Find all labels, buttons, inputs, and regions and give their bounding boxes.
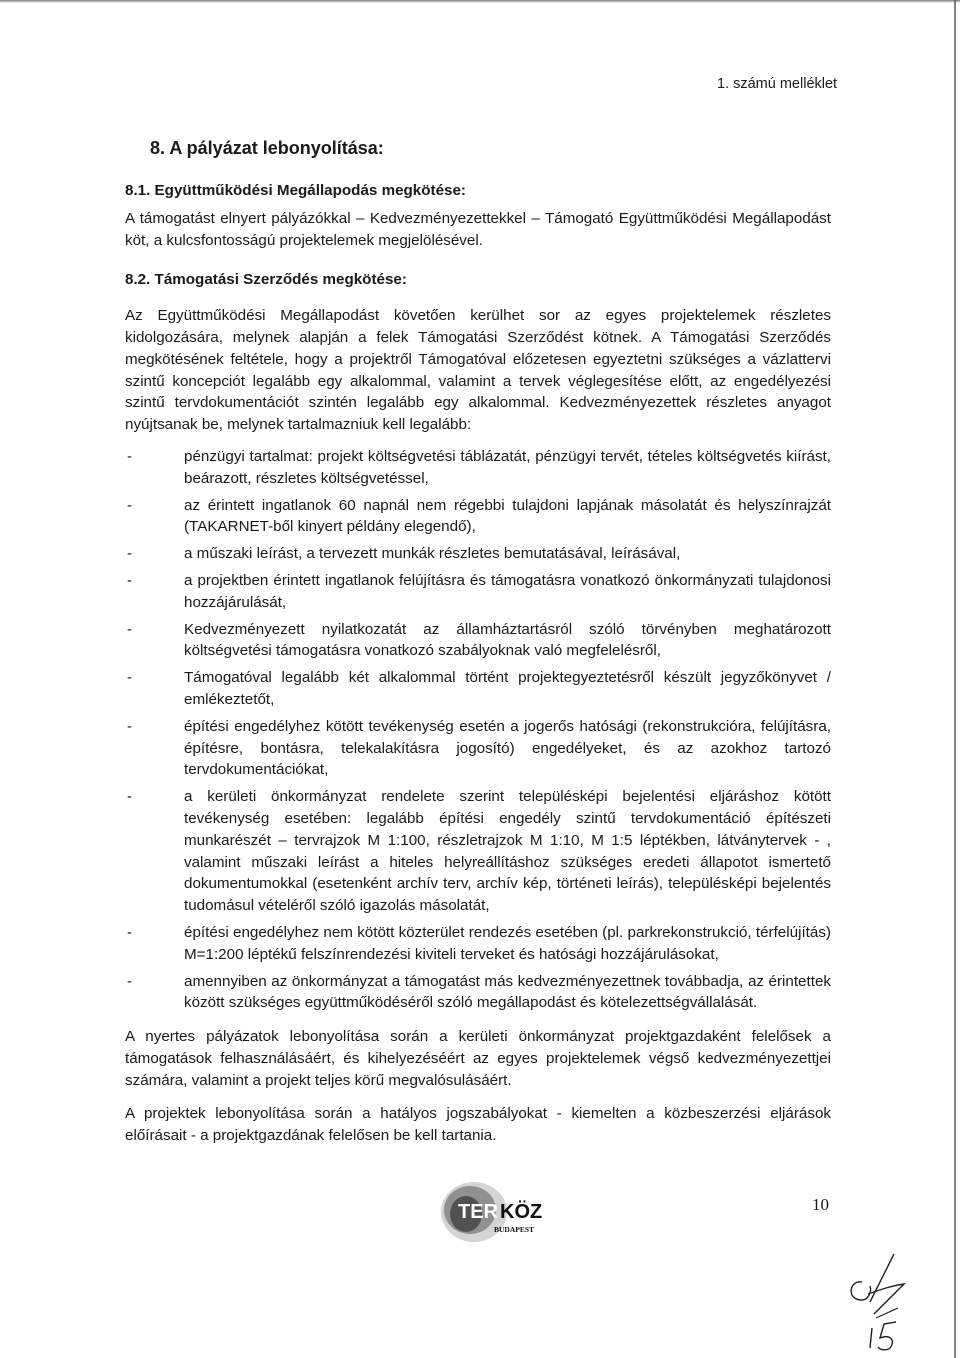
list-item-text: a projektben érintett ingatlanok felújításra és támogatásra vonatkozó önkormányzati tulajdonosi hozzájárulását, bbox=[184, 571, 831, 611]
list-item-text: építési engedélyhez nem kötött közterület rendezés esetében (pl. parkrekonstrukció, térfelújítás) M=1:200 léptékű felszínrendezési kiviteli terveket és hatósági hozzájárulásokat, bbox=[184, 923, 831, 963]
list-item bbox=[125, 786, 831, 917]
list-dash: - bbox=[127, 972, 133, 990]
document-content bbox=[125, 180, 831, 1147]
annex-label: 1. számú melléklet bbox=[717, 76, 838, 92]
list-item bbox=[125, 716, 831, 781]
list-item bbox=[125, 667, 831, 711]
section-title: 8. A pályázat lebonyolítása: bbox=[150, 138, 384, 158]
terkoz-logo bbox=[438, 1178, 548, 1246]
subsection-8-2-intro: Az Együttműködési Megállapodást követően kerülhet sor az egyes projektelemek részletes kidolgozására, melynek alapján a felek Támogatási Szerződést kötnek. A Támogatási Szerződés megkötésének feltétele, hogy a projektről Támogatóval előzetesen egyeztetni szükséges a vázlattervi szintű koncepciót legalább egy alkalommal, valamint a tervek véglegesítése előtt, az engedélyezési szintű tervdokumentációt szintén legalább egy alkalommal. Kedvezményezettek részletes anyagot nyújtsanak be, melynek tartalmazniuk kell legalább: bbox=[125, 307, 831, 434]
logo-text-budapest: BUDAPEST bbox=[494, 1225, 535, 1234]
list-item bbox=[125, 922, 831, 966]
list-dash: - bbox=[127, 669, 133, 687]
list-dash: - bbox=[127, 447, 133, 465]
list-item-text: a kerületi önkormányzat rendelete szerint településképi bejelentési eljáráshoz kötött tevékenység esetében: legalább építési engedély szintű tervdokumentáció építészeti munkarészét – tervrajzok M 1:100, részletrajzok M 1:10, M 1:5 léptékben, látványtervek - , valamint műszaki leírást a hiteles helyreállításhoz szükséges eredeti állapotot ismertető dokumentumokkal (esetenként archív terv, archív kép, történeti leírás), településképi bejelentés tudomásul vételéről szóló igazolás másolatát, bbox=[184, 788, 831, 915]
list-item-text: amennyiben az önkormányzat a támogatást más kedvezményezettnek továbbadja, az érintettek között szükséges együttműködéséről szóló megállapodást és kötelezettségvállalását. bbox=[184, 972, 831, 1012]
list-item bbox=[125, 495, 831, 539]
list-item bbox=[125, 570, 831, 614]
page-number: 10 bbox=[812, 1195, 829, 1214]
list-item-text: a műszaki leírást, a tervezett munkák részletes bemutatásával, leírásával, bbox=[184, 545, 681, 563]
list-item-text: az érintett ingatlanok 60 napnál nem régebbi tulajdoni lapjának másolatát és helyszínrajzát (TAKARNET-ből kinyert példány elegendő), bbox=[184, 496, 831, 536]
subsection-8-1-title: 8.1. Együttműködési Megállapodás megkötése: bbox=[125, 182, 466, 199]
paragraph-responsibility: A nyertes pályázatok lebonyolítása során a kerületi önkormányzat projektgazdaként felelősek a támogatások felhasználásáért, és kihelyezéséért az egyes projektelemek végső kedvezményezettjei számára, valamint a projekt teljes körű megvalósulásáért. bbox=[125, 1028, 831, 1089]
list-item-text: pénzügyi tartalmat: projekt költségvetési táblázatát, pénzügyi tervét, tételes költségvetés kiírást, beárazott, részletes költségvetéssel, bbox=[184, 447, 831, 487]
list-dash: - bbox=[127, 545, 133, 563]
list-dash: - bbox=[127, 717, 133, 735]
logo-text-ter: TER bbox=[458, 1201, 498, 1223]
paragraph-legal-compliance: A projektek lebonyolítása során a hatályos jogszabályokat - kiemelten a közbeszerzési eljárások előírásait - a projektgazdának felelősen be kell tartania. bbox=[125, 1105, 831, 1145]
list-dash: - bbox=[127, 788, 133, 806]
list-item bbox=[125, 619, 831, 663]
list-item-text: Kedvezményezett nyilatkozatát az államháztartásról szóló törvényben meghatározott költségvetési támogatásra vonatkozó szabályoknak való megfelelésről, bbox=[184, 620, 831, 660]
list-dash: - bbox=[127, 620, 133, 638]
subsection-8-1-text: A támogatást elnyert pályázókkal – Kedvezményezettekkel – Támogató Együttműködési Megállapodást köt, a kulcsfontosságú projektelemek megjelölésével. bbox=[125, 209, 831, 249]
list-item-text: Támogatóval legalább két alkalommal történt projektegyeztetésről készült jegyzőkönyvet / emlékeztetőt, bbox=[184, 669, 831, 708]
subsection-8-2-title: 8.2. Támogatási Szerződés megkötése: bbox=[125, 271, 407, 289]
list-item bbox=[125, 543, 831, 565]
list-dash: - bbox=[127, 496, 133, 514]
list-item-text: építési engedélyhez kötött tevékenység esetén a jogerős hatósági (rekonstrukcióra, felújításra, építésre, bontásra, telekalakításra jogosító) engedélyeket, és az azokhoz tartozó tervdokumentációkat, bbox=[184, 717, 831, 779]
scan-right-edge bbox=[954, 0, 956, 1358]
list-item bbox=[125, 446, 831, 490]
list-dash: - bbox=[127, 923, 133, 941]
handwritten-signature bbox=[840, 1252, 920, 1352]
logo-text-koz: KÖZ bbox=[500, 1201, 543, 1223]
requirements-list bbox=[125, 446, 831, 1014]
list-item bbox=[125, 971, 831, 1015]
list-dash: - bbox=[127, 571, 133, 589]
scan-top-edge bbox=[0, 0, 960, 3]
